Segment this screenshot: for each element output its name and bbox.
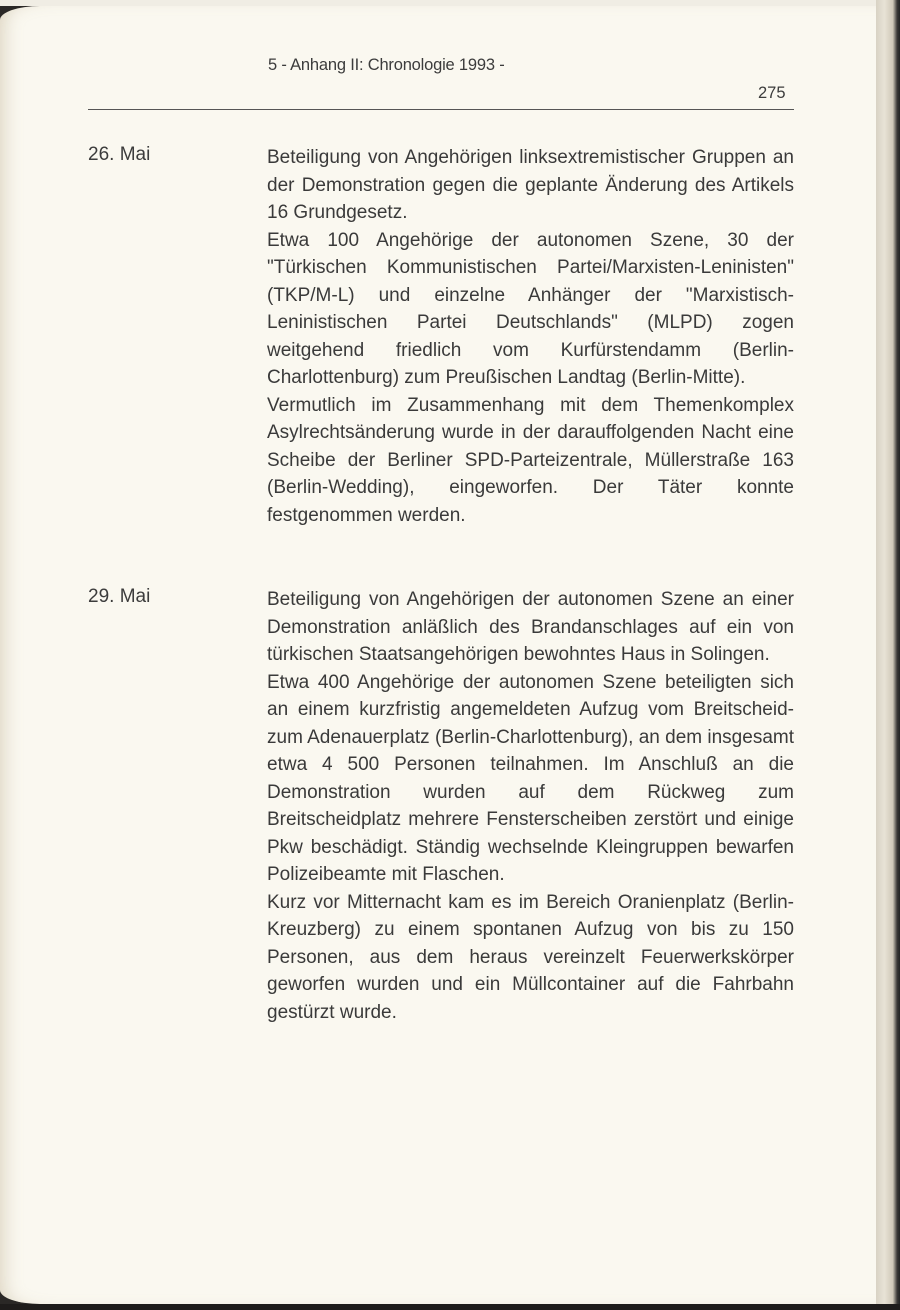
entry-paragraph: Vermutlich im Zusammenhang mit dem Themenkomplex Asylrechtsänderung wurde in der darauffolgenden Nacht eine Scheibe der Berliner SPD-Parteizentrale, Müllerstraße 163 (Berlin-Wedding), eingeworfen. Der Täter konnte festgenommen werden. [267,394,794,526]
entry-paragraph: Beteiligung von Angehörigen der autonomen Szene an einer Demonstration anläßlich des Brandanschlages auf ein von türkischen Staatsangehörigen bewohntes Haus in Solingen. [267,589,794,665]
entry-date: 26. Mai [88,144,151,165]
entry-paragraph: Etwa 100 Angehörige der autonomen Szene, 30 der "Türkischen Kommunistischen Partei/Marxisten-Leninisten" (TKP/M-L) und einzelne Anhänger der "Marxistisch-Leninistischen Partei Deutschlands" (MLPD) zogen weitgehend friedlich vom Kurfürstendamm (Berlin-Charlottenburg) zum Preußischen Landtag (Berlin-Mitte). [267,229,794,388]
page-stack-edge [876,0,900,1310]
page-bottom-edge [0,1304,900,1310]
header-rule [88,109,794,110]
entry-date: 29. Mai [88,586,151,607]
entry-body [267,586,794,1026]
running-head: 5 - Anhang II: Chronologie 1993 - [268,56,505,74]
entry-paragraph: Beteiligung von Angehörigen linksextremistischer Gruppen an der Demonstration gegen die geplante Änderung des Artikels 16 Grundgesetz. [267,147,794,223]
entry-paragraph: Kurz vor Mitternacht kam es im Bereich Oranienplatz (Berlin-Kreuzberg) zu einem spontanen Aufzug von bis zu 150 Personen, aus dem heraus vereinzelt Feuerwerkskörper geworfen wurden und ein Müllcontainer auf die Fahrbahn gestürzt wurde. [267,891,794,1023]
page-number: 275 [758,84,786,102]
entry-body [267,144,794,529]
book-page [0,6,876,1304]
entry-paragraph: Etwa 400 Angehörige der autonomen Szene beteiligten sich an einem kurzfristig angemeldeten Aufzug vom Breitscheid- zum Adenauerplatz (Berlin-Charlottenburg), an dem insgesamt etwa 4 500 Personen teilnahmen. Im Anschluß an die Demonstration wurden auf dem Rückweg zum Breitscheidplatz mehrere Fensterscheiben zerstört und einige Pkw beschädigt. Ständig wechselnde Kleingruppen bewarfen Polizeibeamte mit Flaschen. [267,671,794,885]
